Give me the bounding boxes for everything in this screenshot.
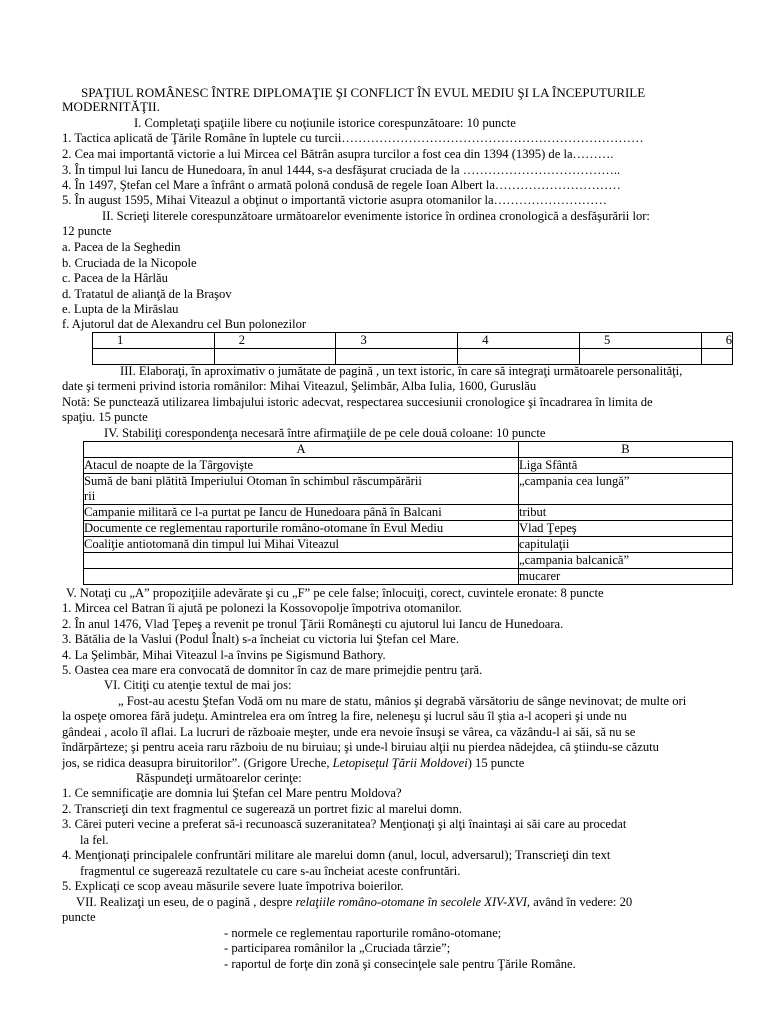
question: 4. Menţionaţi principalele confruntări militare ale marelui domn (anul, locul, adversarul); Transcrieţi din text [62,848,611,862]
s2-item: e. Lupta de la Mirăslau [62,302,179,316]
s2-item: c. Pacea de la Hârlău [62,271,168,285]
order-table-header: 5 [579,333,701,349]
quote-line: „ Fost-au acestu Ştefan Vodă om nu mare de statu, mânios şi degrabă vărsătoriu de sânge nevinovat; de multe ori [118,694,687,708]
section-3-points: spaţiu. 15 puncte [62,410,148,424]
s2-item: a. Pacea de la Seghedin [62,240,181,254]
question: 3. Cărei puteri vecine a preferat să-i recunoască suzeranitatea? Menţionaţi şi alţi înaintaşi ai săi care au procedat [62,817,627,831]
section-7-post: având în vedere: 20 [530,895,633,909]
quote-points: ) 15 puncte [467,756,525,770]
s5-item: 3. Bătălia de la Vaslui (Podul Înalt) s-a încheiat cu victoria lui Ştefan cel Mare. [62,632,460,646]
order-answer-cell[interactable] [214,349,336,365]
section-3-line: III. Elaboraţi, în aproximativ o jumătate de pagină , un text istoric, în care să integraţi următoarele personalităţi, [120,364,683,378]
requirements-heading: Răspundeţi următoarelor cerinţe: [136,771,302,785]
section-1-heading: I. Completaţi spaţiile libere cu noţiunile istorice corespunzătoare: 10 puncte [134,116,516,130]
section-7-heading [76,895,632,909]
section-5-heading: V. Notaţi cu „A” propoziţiile adevărate şi cu „F” pe cele false; înlocuiţi, corect, cuvintele eronate: 8 puncte [66,586,604,600]
column-a-cell [84,553,519,569]
s1-item: 5. În august 1595, Mihai Viteazul a obţinut o importantă victorie asupra otomanilor la……………………… [62,193,607,207]
order-table-header: 4 [458,333,580,349]
column-b-cell: mucarer [519,569,733,585]
column-a-cell: Documente ce reglementau raporturile româno-otomane în Evul Mediu [84,521,519,537]
quote-source-title: Letopiseţul Ţării Moldovei [332,756,468,770]
section-4-heading: IV. Stabiliţi corespondenţa necesară între afirmaţiile de pe cele două coloane: 10 puncte [104,426,546,440]
s1-item: 3. În timpul lui Iancu de Hunedoara, în anul 1444, s-a desfăşurat cruciada de la ……………………………….. [62,163,621,177]
column-a-header: A [84,442,519,458]
column-b-cell: Vlad Ţepeş [519,521,733,537]
column-b-cell: Liga Sfântă [519,458,733,474]
question-continued: fragmentul ce sugerează rezultatele cu care s-au încheiat aceste confruntări. [80,864,461,878]
column-b-cell: capitulaţii [519,537,733,553]
s1-item: 4. În 1497, Ştefan cel Mare a înfrânt o armată polonă condusă de regele Ioan Albert la………………………… [62,178,621,192]
column-a-cell: Sumă de bani plătită Imperiului Otoman în schimbul răscumpărării rii [84,474,519,505]
question-continued: la fel. [80,833,109,847]
column-b-cell: tribut [519,505,733,521]
order-table-header: 6 [701,333,732,349]
quote-line: la ospeţe omorea fără judeţu. Amintrelea era om întreg la fire, neleneşu şi lucrul său îl ştia a-l acoperi şi unde nu [62,709,627,723]
order-answer-cell[interactable] [579,349,701,365]
s1-item: 2. Cea mai importantă victorie a lui Mircea cel Bătrân asupra turcilor a fost cea din 1394 (1395) de la………. [62,147,614,161]
essay-bullet: - normele ce reglementau raporturile româno-otomane; [224,926,502,940]
order-answer-cell[interactable] [701,349,732,365]
s5-item: 1. Mircea cel Batran îi ajută pe polonezi la Kossovopolje împotriva otomanilor. [62,601,462,615]
matching-table [83,441,733,585]
page-title-continued: MODERNITĂŢII. [62,99,160,114]
order-answer-cell[interactable] [336,349,458,365]
column-b-header: B [519,442,733,458]
section-3-note: Notă: Se punctează utilizarea limbajului istoric adecvat, respectarea succesiunii cronologice şi încadrarea în limita de [62,395,653,409]
section-6-heading: VI. Citiţi cu atenţie textul de mai jos: [104,678,292,692]
essay-bullet: - participarea românilor la „Cruciada târzie”; [224,941,451,955]
question: 2. Transcrieţi din text fragmentul ce sugerează un portret fizic al marelui domn. [62,802,463,816]
quote-line: îndărpărteze; şi pentru aceia raru războiu de nu biruiau; şi unde-l biruiau alţii nu pierdea nădejdea, că ştiindu-se căzutu [62,740,659,754]
order-table-header: 2 [214,333,336,349]
s2-item: b. Cruciada de la Nicopole [62,256,197,270]
question: 1. Ce semnificaţie are domnia lui Ştefan cel Mare pentru Moldova? [62,786,402,800]
order-answer-cell[interactable] [93,349,215,365]
s5-item: 5. Oastea cea mare era convocată de domnitor în caz de mare primejdie pentru ţară. [62,663,483,677]
s1-item: 1. Tactica aplicată de Ţările Române în luptele cu turcii……………………………………………………………… [62,131,644,145]
question: 5. Explicaţi ce scop aveau măsurile severe luate împotriva boierilor. [62,879,404,893]
essay-bullet: - raportul de forţe din zonă şi consecinţele sale pentru Ţările Române. [224,957,576,971]
essay-topic: relaţiile româno-otomane în secolele XIV-XVI, [295,895,531,909]
section-2-points: 12 puncte [62,224,112,238]
order-answer-cell[interactable] [458,349,580,365]
column-a-cell: Coaliţie antiotomană din timpul lui Mihai Viteazul [84,537,519,553]
s5-item: 4. La Şelimbăr, Mihai Viteazul l-a învins pe Sigismund Bathory. [62,648,386,662]
s2-item: d. Tratatul de alianţă de la Braşov [62,287,232,301]
section-2-heading: II. Scrieţi literele corespunzătoare următoarelor evenimente istorice în ordinea cronologică a desfăşurării lor: [102,209,650,223]
quote-line: gândeai , acolo îl aflai. La lucruri de războaie meşter, unde era nevoie însuşi se vârea, ca văzându-l ai săi, să nu se [62,725,636,739]
column-a-cell: Atacul de noapte de la Târgovişte [84,458,519,474]
column-a-cell: Campanie militară ce l-a purtat pe Iancu de Hunedoara până în Balcani [84,505,519,521]
page-title: SPAŢIUL ROMÂNESC ÎNTRE DIPLOMAŢIE ŞI CONFLICT ÎN EVUL MEDIU ŞI LA ÎNCEPUTURILE [81,85,646,100]
column-b-cell: „campania cea lungă” [519,474,733,505]
section-3-line: date şi termeni privind istoria românilor: Mihai Viteazul, Şelimbăr, Alba Iulia, 1600, Guruslău [62,379,537,393]
section-7-pre: VII. Realizaţi un eseu, de o pagină , despre [76,895,296,909]
column-a-cell [84,569,519,585]
quote-source-line [62,756,524,770]
order-table-header: 1 [93,333,215,349]
s5-item: 2. În anul 1476, Vlad Ţepeş a revenit pe tronul Ţării Româneşti cu ajutorul lui Iancu de Hunedoara. [62,617,564,631]
column-b-cell: „campania balcanică” [519,553,733,569]
s2-item: f. Ajutorul dat de Alexandru cel Bun polonezilor [62,317,307,331]
order-table-header: 3 [336,333,458,349]
order-answer-table [92,332,733,365]
section-7-points: puncte [62,910,96,924]
quote-end: jos, se ridica deasupra biruitorilor”. (Grigore Ureche, [62,756,333,770]
